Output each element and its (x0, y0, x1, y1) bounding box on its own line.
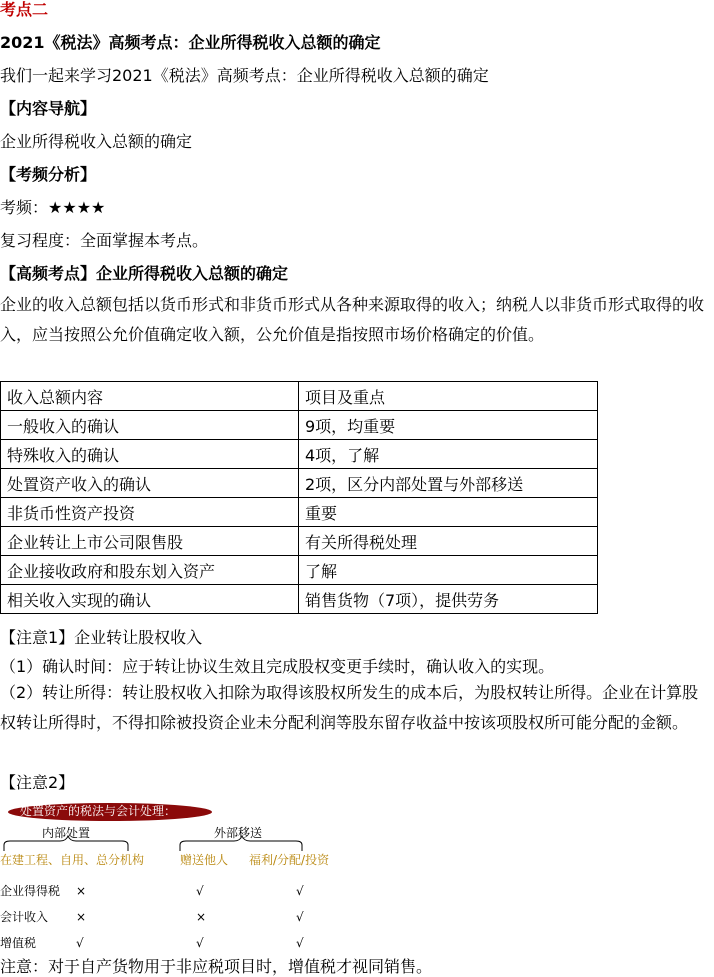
external-item-gift: 赠送他人 (180, 853, 229, 867)
point-heading: 【高频考点】企业所得税收入总额的确定 (0, 264, 289, 283)
table-cell: 4项，了解 (299, 440, 598, 469)
table-cell: 销售货物（7项），提供劳务 (299, 585, 598, 614)
table-cell: 一般收入的确认 (1, 411, 299, 440)
table-cell: 有关所得税处理 (299, 527, 598, 556)
note1-item2: （2）转让所得：转让股权收入扣除为取得该股权所发生的成本后，为股权转让所得。企业在计算股权转让所得时，不得扣除被投资企业未分配利润等股东留存收益中按该项股权所可能分配的金额。 (0, 683, 699, 732)
external-brace (180, 836, 302, 851)
note1-item1: （1）确认时间：应于转让协议生效且完成股权变更手续时，确认收入的实现。 (0, 657, 555, 676)
table-row (1, 440, 598, 469)
analysis-heading: 【考频分析】 (0, 165, 97, 184)
table-cell: 非货币性资产投资 (1, 498, 299, 527)
mark-accounting-internal: × (76, 910, 87, 924)
note2-heading: 【注意2】 (0, 773, 75, 792)
note1-heading: 【注意1】企业转让股权收入 (0, 628, 203, 647)
external-transfer-label: 外部移送 (214, 826, 263, 840)
table-cell: 企业转让上市公司限售股 (1, 527, 299, 556)
table-cell: 处置资产收入的确认 (1, 469, 299, 498)
table-row (1, 585, 598, 614)
diagram-braces (0, 800, 714, 860)
frequency-rating: 考频：★★★★ (0, 198, 106, 217)
table-row (1, 411, 598, 440)
table-row (1, 527, 598, 556)
table-cell: 了解 (299, 556, 598, 585)
mark-vat-gift: √ (196, 936, 204, 950)
income-table (0, 381, 598, 614)
table-cell: 相关收入实现的确认 (1, 585, 299, 614)
row-label-accounting-income: 会计收入 (0, 910, 49, 924)
disposal-diagram (0, 800, 714, 960)
mark-vat-internal: √ (76, 936, 84, 950)
footer-note: 注意：对于自产货物用于非应税项目时，增值税才视同销售。 (0, 957, 433, 976)
nav-heading: 【内容导航】 (0, 99, 97, 118)
diagram-title: 处置资产的税法与会计处理： (20, 804, 177, 818)
table-cell: 企业接收政府和股东划入资产 (1, 556, 299, 585)
table-header-row (1, 382, 598, 411)
table-cell: 重要 (299, 498, 598, 527)
row-label-vat: 增值税 (0, 936, 37, 950)
mark-vat-benefit: √ (296, 936, 304, 950)
intro-text: 我们一起来学习2021《税法》高频考点：企业所得税收入总额的确定 (0, 66, 489, 85)
internal-disposal-label: 内部处置 (42, 826, 91, 840)
table-row (1, 498, 598, 527)
page-title: 2021《税法》高频考点：企业所得税收入总额的确定 (0, 33, 381, 52)
point-text: 企业的收入总额包括以货币形式和非货币形式从各种来源取得的收入；纳税人以非货币形式取得的收入，应当按照公允价值确定收入额，公允价值是指按照市场价格确定的价值。 (0, 295, 705, 344)
mark-accounting-gift: × (196, 910, 207, 924)
review-level: 复习程度：全面掌握本考点。 (0, 231, 209, 250)
table-header-cell: 项目及重点 (299, 382, 598, 411)
row-label-income-tax: 企业得得税 (0, 884, 61, 898)
nav-text: 企业所得税收入总额的确定 (0, 132, 193, 151)
table-row (1, 556, 598, 585)
external-item-benefit: 福利/分配/投资 (249, 853, 330, 867)
table-row (1, 469, 598, 498)
table-header-cell: 收入总额内容 (1, 382, 299, 411)
internal-brace (4, 836, 128, 851)
table-cell: 2项，区分内部处置与外部移送 (299, 469, 598, 498)
section-label: 考点二 (0, 0, 49, 19)
internal-items: 在建工程、自用、总分机构 (0, 853, 145, 867)
mark-income-tax-benefit: √ (296, 884, 304, 898)
mark-income-tax-gift: √ (196, 884, 204, 898)
table-cell: 特殊收入的确认 (1, 440, 299, 469)
mark-income-tax-internal: × (76, 884, 87, 898)
mark-accounting-benefit: √ (296, 910, 304, 924)
table-cell: 9项，均重要 (299, 411, 598, 440)
